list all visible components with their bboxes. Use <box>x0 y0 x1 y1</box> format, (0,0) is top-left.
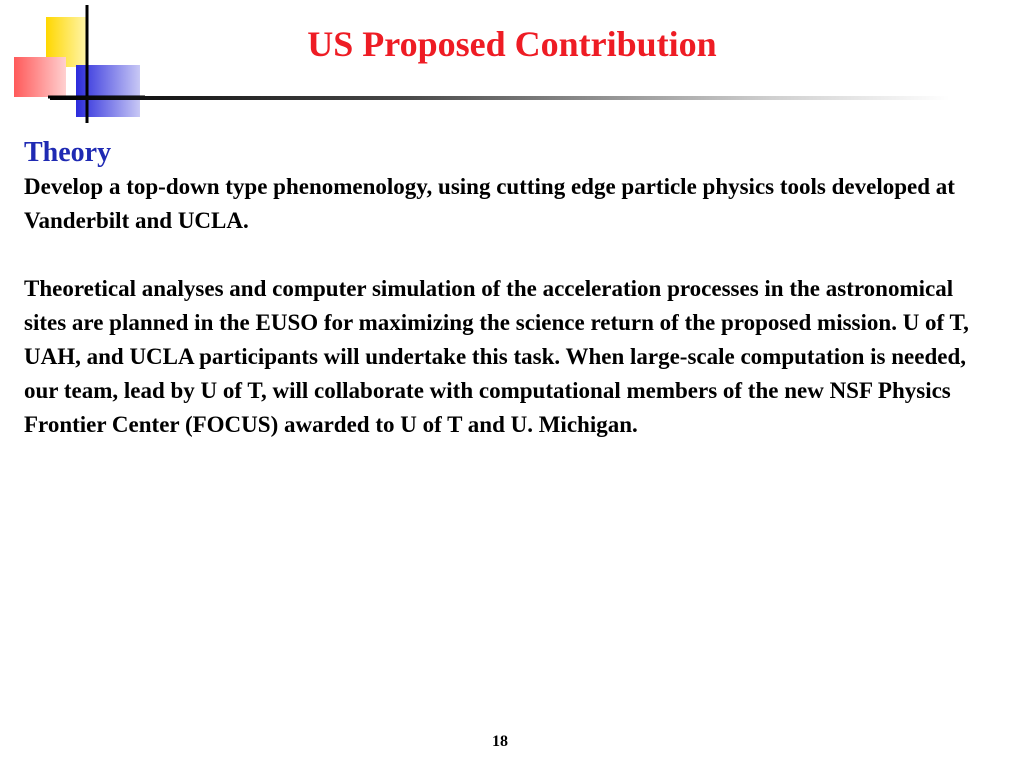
body-paragraph-1: Develop a top-down type phenomenology, using cutting edge particle physics tools developed at Vanderbilt and UCLA. <box>24 174 955 233</box>
slide-logo-decoration <box>10 5 145 125</box>
slide-body <box>24 136 999 442</box>
body-paragraph-2: Theoretical analyses and computer simulation of the acceleration processes in the astronomical sites are planned in the EUSO for maximizing the science return of the proposed mission. U of T, UAH, and UCLA participants will undertake this task. When large-scale computation is needed, our team, lead by U of T, will collaborate with computational members of the new NSF Physics Frontier Center (FOCUS) awarded to U of T and U. Michigan. <box>24 276 969 437</box>
slide-title: US Proposed Contribution <box>307 24 717 64</box>
paragraph-spacer <box>24 238 999 272</box>
page-number: 18 <box>492 733 508 750</box>
title-underline-rule <box>50 96 950 100</box>
section-heading: Theory <box>24 137 112 168</box>
